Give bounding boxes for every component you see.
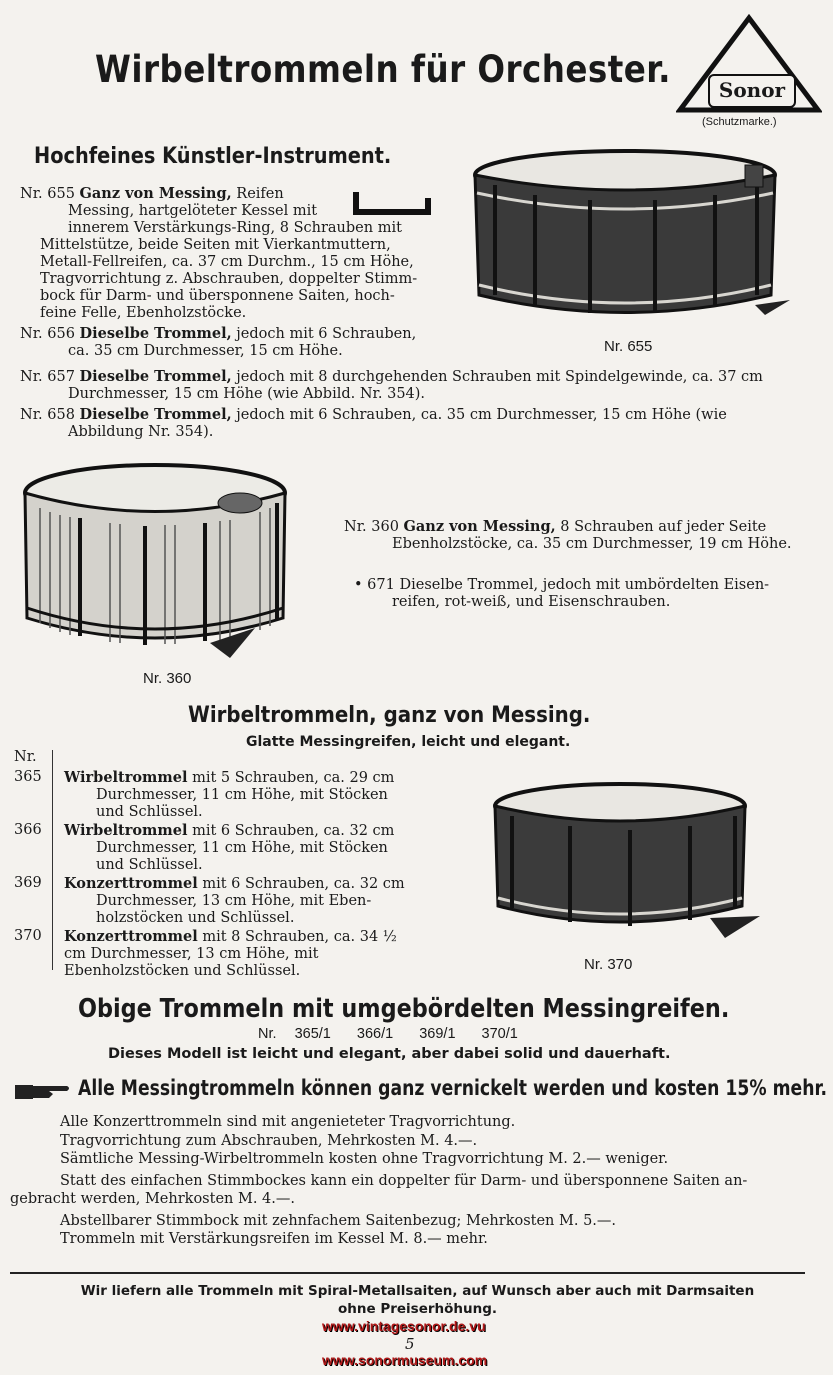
- section3-heading: Wirbeltrommeln, ganz von Messing.: [188, 703, 591, 728]
- item-655-first: Reifen: [236, 186, 284, 202]
- item-656-nr: Nr. 656: [20, 326, 75, 342]
- item-655-line: Messing, hartgelöteter Kessel mit: [68, 203, 318, 219]
- item-658-name: Dieselbe Trommel,: [79, 406, 232, 423]
- item-655-name: Ganz von Messing,: [79, 185, 232, 202]
- notes: [10, 1113, 825, 1249]
- item-nr: 366: [14, 822, 42, 838]
- item-name: Wirbeltrommel: [64, 822, 188, 839]
- item-655-line: feine Felle, Ebenholzstöcke.: [40, 305, 247, 321]
- note-line: Alle Konzerttrommeln sind mit angenieteter Tragvorrichtung.: [60, 1114, 516, 1130]
- logo-caption: (Schutzmarke.): [702, 116, 777, 128]
- list-item: [14, 928, 424, 980]
- page-title: Wirbeltrommeln für Orchester.: [95, 48, 671, 91]
- model-number: 365/1: [294, 1026, 331, 1042]
- model-numbers-label: Nr.: [258, 1026, 277, 1042]
- footer-line: ohne Preiserhöhung.: [337, 1301, 498, 1317]
- section3-subheading: Glatte Messingreifen, leicht und elegant.: [246, 734, 571, 750]
- footer-text: [10, 1282, 825, 1318]
- item-655-line: Mittelstütze, beide Seiten mit Vierkantmuttern,: [40, 237, 391, 253]
- caption-360: Nr. 360: [143, 670, 192, 687]
- watermark-url: www.sonormuseum.com: [322, 1352, 488, 1368]
- section1-heading: Hochfeines Künstler-Instrument.: [34, 144, 392, 169]
- sonor-logo: [676, 14, 822, 134]
- item-line: mit 6 Schrauben, ca. 32 cm: [202, 876, 405, 892]
- drum-655-image: [465, 145, 795, 335]
- item-655-line: Tragvorrichtung z. Abschrauben, doppelter Stimm-: [40, 271, 418, 287]
- note-line: Trommeln mit Verstärkungsreifen im Kessel M. 8.— mehr.: [60, 1231, 488, 1247]
- item-360: [344, 518, 824, 553]
- item-656-line: jedoch mit 6 Schrauben,: [236, 326, 417, 342]
- item-657-nr: Nr. 657: [20, 369, 75, 385]
- note-line: Tragvorrichtung zum Abschrauben, Mehrkosten M. 4.—.: [60, 1132, 478, 1149]
- item-655-nr: Nr. 655: [20, 186, 75, 202]
- item-name: Konzerttrommel: [64, 928, 198, 945]
- model-numbers: [258, 1026, 578, 1043]
- item-nr: 365: [14, 769, 42, 785]
- item-360-nr: Nr. 360: [344, 519, 399, 535]
- item-name: Wirbeltrommel: [64, 769, 188, 786]
- item-656-name: Dieselbe Trommel,: [79, 325, 232, 342]
- item-line: cm Durchmesser, 13 cm Höhe, mit: [64, 946, 319, 962]
- item-658-line: Abbildung Nr. 354).: [68, 424, 214, 440]
- item-line: mit 5 Schrauben, ca. 29 cm: [192, 770, 395, 786]
- logo-brand: Sonor: [708, 74, 796, 108]
- item-nr: 370: [14, 928, 42, 944]
- note-line: Statt des einfachen Stimmbockes kann ein doppelter für Darm- und übersponnene Saiten an-: [60, 1172, 748, 1189]
- item-655-line: bock für Darm- und übersponnene Saiten, hoch-: [40, 288, 395, 304]
- item-line: mit 8 Schrauben, ca. 34 ½: [202, 929, 397, 945]
- item-name: Konzerttrommel: [64, 875, 198, 892]
- item-657: [20, 368, 820, 403]
- item-658: [20, 406, 820, 441]
- footer-rule: [10, 1272, 805, 1274]
- caption-370: Nr. 370: [584, 956, 633, 973]
- drum-360-image: [15, 458, 305, 663]
- solid-model-line: Dieses Modell ist leicht und elegant, aber dabei solid und dauerhaft.: [108, 1046, 671, 1062]
- model-number: 370/1: [481, 1026, 518, 1042]
- item-656: [20, 325, 460, 360]
- item-671-line: reifen, rot-weiß, und Eisenschrauben.: [392, 594, 671, 610]
- item-658-line: jedoch mit 6 Schrauben, ca. 35 cm Durchmesser, 15 cm Höhe (wie: [236, 407, 727, 423]
- drum-370-image: [490, 778, 765, 948]
- item-line: Durchmesser, 11 cm Höhe, mit Stöcken: [96, 840, 388, 856]
- item-nr: 369: [14, 875, 42, 891]
- item-line: Durchmesser, 13 cm Höhe, mit Eben-: [96, 893, 372, 909]
- note-line: gebracht werden, Mehrkosten M. 4.—.: [10, 1191, 295, 1207]
- pointing-hand-icon: [13, 1080, 71, 1106]
- item-360-line: 8 Schrauben auf jeder Seite: [560, 519, 767, 535]
- note-line: Abstellbarer Stimmbock mit zehnfachem Saitenbezug; Mehrkosten M. 5.—.: [60, 1212, 617, 1229]
- list-item: [14, 769, 424, 821]
- list-item: [14, 875, 424, 927]
- item-line: Durchmesser, 11 cm Höhe, mit Stöcken: [96, 787, 388, 803]
- item-list: [14, 769, 424, 980]
- nr-column-header: Nr.: [14, 749, 37, 765]
- item-656-line: ca. 35 cm Durchmesser, 15 cm Höhe.: [68, 343, 343, 359]
- item-671-line: Dieselbe Trommel, jedoch mit umbördelten Eisen-: [399, 577, 770, 593]
- item-658-nr: Nr. 658: [20, 407, 75, 423]
- item-671: • 671 Dieselbe Trommel, jedoch mit umbördelten Eisen- reifen, rot-weiß, und Eisenschrauben.: [354, 577, 824, 611]
- item-line: Ebenholzstöcken und Schlüssel.: [64, 963, 301, 979]
- item-line: mit 6 Schrauben, ca. 32 cm: [192, 823, 395, 839]
- model-number: 369/1: [419, 1026, 456, 1042]
- list-item: [14, 822, 424, 874]
- page-number: 5: [405, 1335, 415, 1353]
- item-360-line: Ebenholzstöcke, ca. 35 cm Durchmesser, 19 cm Höhe.: [392, 536, 792, 552]
- footer-line: Wir liefern alle Trommeln mit Spiral-Metallsaiten, auf Wunsch aber auch mit Darmsaiten: [80, 1283, 755, 1299]
- item-line: und Schlüssel.: [96, 804, 203, 820]
- item-657-name: Dieselbe Trommel,: [79, 368, 232, 385]
- item-655-line: innerem Verstärkungs-Ring, 8 Schrauben mit: [68, 220, 402, 236]
- item-657-line: Durchmesser, 15 cm Höhe (wie Abbild. Nr. 354).: [68, 386, 426, 402]
- nickel-plating-note: Alle Messingtrommeln können ganz vernickelt werden und kosten 15% mehr.: [78, 1076, 828, 1100]
- caption-655: Nr. 655: [604, 338, 653, 355]
- note-line: Sämtliche Messing-Wirbeltrommeln kosten ohne Tragvorrichtung M. 2.— weniger.: [60, 1151, 669, 1167]
- item-655-line: Metall-Fellreifen, ca. 37 cm Durchm., 15 cm Höhe,: [40, 254, 414, 270]
- section4-heading: Obige Trommeln mit umgebördelten Messingreifen.: [78, 994, 730, 1024]
- watermark-url: www.vintagesonor.de.vu: [322, 1318, 486, 1334]
- item-line: und Schlüssel.: [96, 857, 203, 873]
- item-657-line: jedoch mit 8 durchgehenden Schrauben mit Spindelgewinde, ca. 37 cm: [236, 369, 763, 385]
- model-number: 366/1: [356, 1026, 394, 1042]
- rim-profile-icon: [352, 190, 432, 218]
- item-671-nr: 671: [367, 577, 395, 593]
- item-360-name: Ganz von Messing,: [403, 518, 556, 535]
- item-line: holzstöcken und Schlüssel.: [96, 910, 295, 926]
